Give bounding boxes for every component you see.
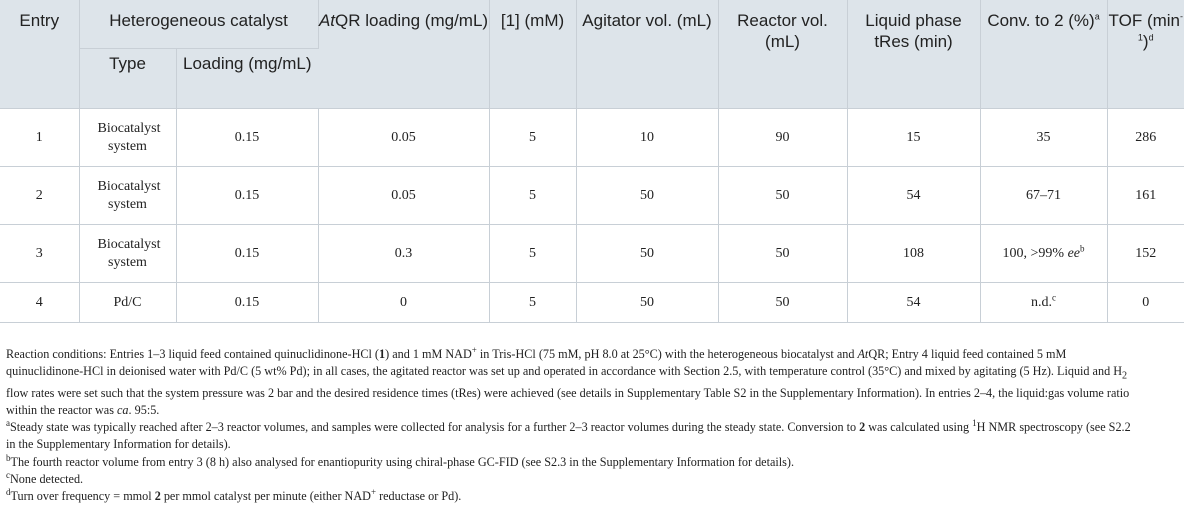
header-conversion: [980, 0, 1107, 109]
cell-tres: 15: [847, 109, 980, 167]
cell-tres: 54: [847, 283, 980, 323]
cell-entry: 4: [0, 283, 79, 323]
cell-tof: 286: [1107, 109, 1184, 167]
cell-agitator: 50: [576, 283, 718, 323]
cell-tof: 0: [1107, 283, 1184, 323]
cell-tof: 161: [1107, 167, 1184, 225]
cell-entry: 2: [0, 167, 79, 225]
header-atqr-loading: [318, 0, 489, 109]
reaction-conditions-note: Reaction conditions: Entries 1–3 liquid feed contained quinuclidinone-HCl (1) and 1 mM NAD+ in Tris-HCl (75 mM, pH 8.0 at 25°C) with the heterogeneous biocatalyst and AtQR; Entry 4 liquid feed contained 5 mM quinuclidinone-HCl in deionised water with Pd/C (5 wt% Pd); in all cases, the agitated reactor was set up and operated in accordance with Section 2.5, with temperature control (35°C) and mixed by agitating (5 Hz). Liquid and $H_2$ flow rates were set such that the system pressure was 2 bar and the desired residence times (tRes) were achieved (see details in Supplementary Table S2 in the Supplementary Information). In entries 2–4, the liquid:gas volume ratio within the reactor was ca. 95:5.: [6, 344, 1130, 418]
header-substrate-conc: [1] (mM): [489, 0, 576, 109]
cell-agitator: 50: [576, 225, 718, 283]
cell-conv: n.d.$^c$: [980, 283, 1107, 323]
header-tof-footnote: d: [1148, 32, 1154, 43]
footnote-b: $^b$The fourth reactor volume from entry 3 (8 h) also analysed for enantiopurity using chiral-phase GC-FID (see S2.3 in the Supplementary Information for details).: [6, 452, 795, 469]
header-reactor-vol: Reactor vol. (mL): [718, 0, 847, 109]
cell-conv: 100, >99% $ee^b$: [980, 225, 1107, 283]
cell-type: Biocatalyst system: [79, 167, 176, 225]
footnote-a: $^a$Steady state was typically reached after 2–3 reactor volumes, and samples were collected for analysis for a further 2–3 reactor volumes during the steady state. Conversion to 2 was calculated using $^1$H NMR spectroscopy (see S2.2 in the Supplementary Information for details).: [6, 418, 1131, 452]
header-conversion-footnote: a: [1094, 11, 1100, 22]
header-tof: [1107, 0, 1184, 109]
cell-agitator: 10: [576, 109, 718, 167]
header-entry: Entry: [0, 0, 79, 109]
table-row: [0, 225, 1184, 283]
table-footnotes: [6, 346, 1142, 505]
cell-atqr: 0.05: [318, 109, 489, 167]
cell-type: Biocatalyst system: [79, 225, 176, 283]
header-type: Type: [79, 49, 176, 109]
header-liquid-tres: Liquid phase tRes (min): [847, 0, 980, 109]
cell-reactor: 50: [718, 225, 847, 283]
cell-conv: 67–71: [980, 167, 1107, 225]
header-tof-exponent: -1: [1137, 11, 1183, 43]
header-atqr-rest: QR loading (mg/mL): [335, 11, 489, 30]
header-loading: Loading (mg/mL): [176, 49, 318, 109]
cell-entry: 3: [0, 225, 79, 283]
table-row: [0, 109, 1184, 167]
footnote-c: $^c$None detected.: [6, 469, 84, 486]
cell-type: Pd/C: [79, 283, 176, 323]
cell-tres: 108: [847, 225, 980, 283]
cell-tof: 152: [1107, 225, 1184, 283]
cell-tres: 54: [847, 167, 980, 225]
header-heterogeneous-catalyst: Heterogeneous catalyst: [79, 0, 318, 49]
header-tof-close: ): [1142, 32, 1149, 51]
footnote-d: $^d$Turn over frequency = mmol 2 per mmol catalyst per minute (either NAD+ reductase or Pd).: [6, 487, 462, 504]
cell-substrate: 5: [489, 109, 576, 167]
cell-atqr: 0.05: [318, 167, 489, 225]
cell-substrate: 5: [489, 167, 576, 225]
cell-type: Biocatalyst system: [79, 109, 176, 167]
cell-agitator: 50: [576, 167, 718, 225]
header-tof-text: TOF (min: [1108, 11, 1180, 30]
cell-substrate: 5: [489, 225, 576, 283]
table-row: [0, 283, 1184, 323]
cell-loading: 0.15: [176, 109, 318, 167]
cell-loading: 0.15: [176, 225, 318, 283]
cell-atqr: 0: [318, 283, 489, 323]
cell-reactor: 50: [718, 283, 847, 323]
cell-loading: 0.15: [176, 167, 318, 225]
table-header: [0, 0, 1184, 109]
cell-reactor: 90: [718, 109, 847, 167]
cell-entry: 1: [0, 109, 79, 167]
cell-loading: 0.15: [176, 283, 318, 323]
cell-reactor: 50: [718, 167, 847, 225]
cell-conv: 35: [980, 109, 1107, 167]
header-agitator-vol: Agitator vol. (mL): [576, 0, 718, 109]
table-body: [0, 109, 1184, 323]
header-conversion-text: Conv. to 2 (%): [987, 11, 1095, 30]
cell-substrate: 5: [489, 283, 576, 323]
table-row: [0, 167, 1184, 225]
cell-atqr: 0.3: [318, 225, 489, 283]
header-atqr-italic: At: [318, 11, 336, 30]
